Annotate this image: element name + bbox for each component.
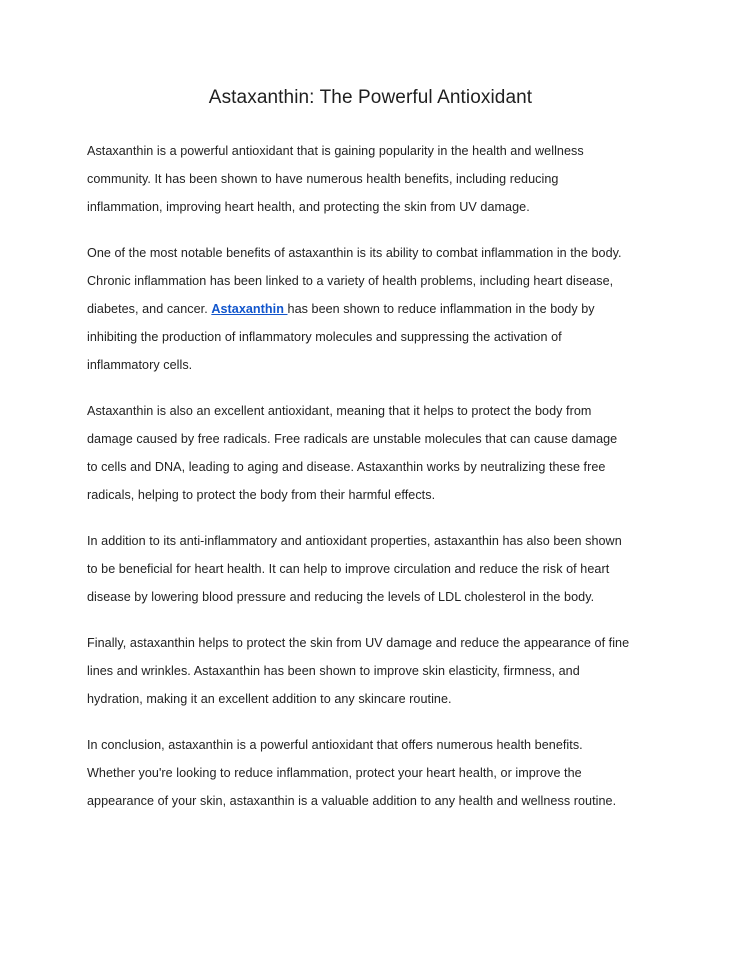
text-line: community. It has been shown to have numerous health benefits, including reducing [87,172,559,186]
text-line: Astaxanthin is also an excellent antioxidant, meaning that it helps to protect the body from [87,404,592,418]
text-line: disease by lowering blood pressure and reducing the levels of LDL cholesterol in the body. [87,590,595,604]
text-line: radicals, helping to protect the body from their harmful effects. [87,488,436,502]
text-fragment: diabetes, and cancer. [87,302,212,316]
text-line: Chronic inflammation has been linked to a variety of health problems, including heart disease, [87,274,614,288]
text-line: Astaxanthin is a powerful antioxidant that is gaining popularity in the health and wellness [87,144,584,158]
text-line: to be beneficial for heart health. It can help to improve circulation and reduce the risk of heart [87,562,610,576]
document-body [87,137,659,833]
text-line: In conclusion, astaxanthin is a powerful antioxidant that offers numerous health benefits. [87,738,583,752]
astaxanthin-link[interactable]: Astaxanthin [211,302,288,316]
text-line: Whether you're looking to reduce inflammation, protect your heart health, or improve the [87,766,582,780]
document-title: Astaxanthin: The Powerful Antioxidant [208,87,533,108]
text-line: to cells and DNA, leading to aging and disease. Astaxanthin works by neutralizing these free [87,460,606,474]
paragraph-conclusion [87,731,659,815]
text-line: damage caused by free radicals. Free radicals are unstable molecules that can cause damage [87,432,618,446]
paragraph-antioxidant [87,397,659,509]
text-line-with-link [87,295,659,323]
text-line: Finally, astaxanthin helps to protect the skin from UV damage and reduce the appearance of fine [87,636,630,650]
text-line: lines and wrinkles. Astaxanthin has been shown to improve skin elasticity, firmness, and [87,664,580,678]
text-line: hydration, making it an excellent addition to any skincare routine. [87,692,452,706]
text-line: inflammatory cells. [87,358,193,372]
paragraph-inflammation [87,239,659,379]
text-line: In addition to its anti-inflammatory and antioxidant properties, astaxanthin has also been shown [87,534,622,548]
text-fragment: has been shown to reduce inflammation in the body by [287,302,595,316]
paragraph-intro [87,137,659,221]
text-line: inflammation, improving heart health, and protecting the skin from UV damage. [87,200,530,214]
text-line: appearance of your skin, astaxanthin is a valuable addition to any health and wellness routine. [87,794,617,808]
text-line: inhibiting the production of inflammatory molecules and suppressing the activation of [87,330,562,344]
paragraph-skin [87,629,659,713]
text-line: One of the most notable benefits of astaxanthin is its ability to combat inflammation in the body. [87,246,622,260]
paragraph-heart-health [87,527,659,611]
